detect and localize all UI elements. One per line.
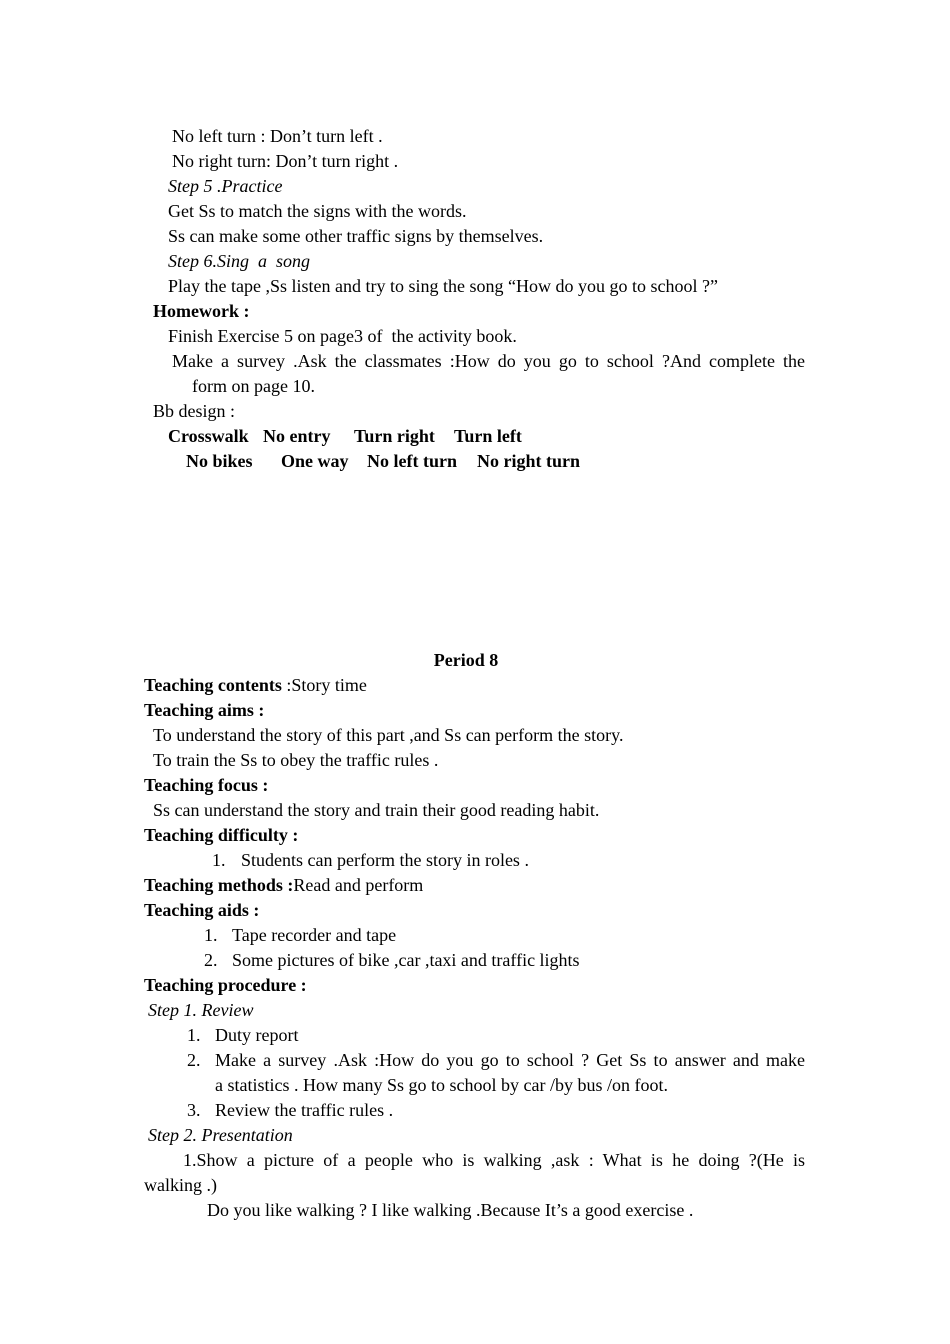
step5-line: Ss can make some other traffic signs by themselves. <box>168 226 544 246</box>
bb-word-no-left-turn: No left turn <box>367 451 457 471</box>
step1-title: Step 1. Review <box>148 1000 254 1020</box>
teaching-contents-line <box>144 673 367 698</box>
review-item-cont: a statistics . How many Ss go to school by car /by bus /on foot. <box>215 1075 668 1095</box>
presentation-line: 1.Show a picture of a people who is walking ,ask : What is he doing ?(He is <box>183 1150 805 1170</box>
teaching-aims-label: Teaching aims : <box>144 700 265 720</box>
review-item: Review the traffic rules . <box>215 1100 394 1120</box>
bb-word-no-bikes: No bikes <box>186 451 253 471</box>
teaching-contents-label: Teaching contents <box>144 675 282 695</box>
presentation-line-cont: walking .) <box>144 1175 217 1195</box>
teaching-procedure-label: Teaching procedure : <box>144 975 307 995</box>
period-title: Period 8 <box>433 650 499 670</box>
homework-line: Make a survey .Ask the classmates :How do you go to school ?And complete the <box>172 351 805 371</box>
no-left-turn-line: No left turn : Don’t turn left . <box>172 126 383 146</box>
teaching-methods-line <box>144 873 423 898</box>
difficulty-item: Students can perform the story in roles . <box>241 850 529 870</box>
focus-line: Ss can understand the story and train their good reading habit. <box>153 800 600 820</box>
presentation-line: Do you like walking ? I like walking .Because It’s a good exercise . <box>207 1200 694 1220</box>
aim-line: To understand the story of this part ,and Ss can perform the story. <box>153 725 624 745</box>
step5-line: Get Ss to match the signs with the words. <box>168 201 467 221</box>
bb-word-turn-left: Turn left <box>454 426 522 446</box>
list-number: 2. <box>187 1050 201 1070</box>
bb-word-one-way: One way <box>281 451 349 471</box>
teaching-focus-label: Teaching focus : <box>144 775 269 795</box>
step6-line: Play the tape ,Ss listen and try to sing the song “How do you go to school ?” <box>168 276 718 296</box>
teaching-aids-label: Teaching aids : <box>144 900 260 920</box>
review-item: Duty report <box>215 1025 299 1045</box>
bb-design-label: Bb design : <box>153 401 236 421</box>
homework-heading: Homework : <box>153 301 250 321</box>
list-number: 1. <box>212 850 226 870</box>
step2-title: Step 2. Presentation <box>148 1125 293 1145</box>
list-number: 1. <box>187 1025 201 1045</box>
list-number: 2. <box>204 950 218 970</box>
aim-line: To train the Ss to obey the traffic rules . <box>153 750 439 770</box>
list-number: 3. <box>187 1100 201 1120</box>
no-right-turn-line: No right turn: Don’t turn right . <box>172 151 399 171</box>
bb-word-no-right-turn: No right turn <box>477 451 580 471</box>
homework-line: Finish Exercise 5 on page3 of the activity book. <box>168 326 517 346</box>
aids-item: Tape recorder and tape <box>232 925 397 945</box>
list-number: 1. <box>204 925 218 945</box>
step6-title: Step 6.Sing a song <box>168 251 310 271</box>
step5-title: Step 5 .Practice <box>168 176 283 196</box>
teaching-contents-value: :Story time <box>281 675 367 695</box>
teaching-methods-label: Teaching methods : <box>144 875 294 895</box>
teaching-difficulty-label: Teaching difficulty : <box>144 825 299 845</box>
bb-word-no-entry: No entry <box>263 426 331 446</box>
review-item: Make a survey .Ask :How do you go to school ? Get Ss to answer and make <box>215 1050 805 1070</box>
bb-word-turn-right: Turn right <box>354 426 435 446</box>
teaching-methods-value: Read and perform <box>293 875 424 895</box>
homework-line-cont: form on page 10. <box>192 376 315 396</box>
bb-word-crosswalk: Crosswalk <box>168 426 249 446</box>
aids-item: Some pictures of bike ,car ,taxi and traffic lights <box>232 950 580 970</box>
